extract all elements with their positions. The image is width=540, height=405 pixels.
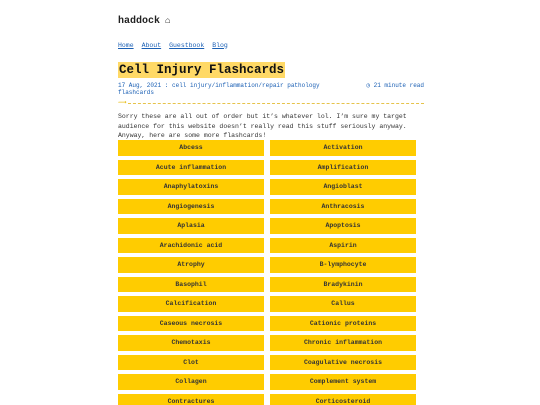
flashcard[interactable]: Chronic inflammation [270, 335, 416, 351]
post-intro: Sorry these are all out of order but it’s whatever lol. I’m sure my target audience for this website doesn’t really read this stuff seriously anyway. Anyway, here are some more flashcards! [118, 113, 407, 139]
nav-link-guestbook[interactable]: Guestbook [169, 41, 205, 49]
page-container [118, 14, 424, 141]
read-time: ◷ 21 minute read [366, 82, 424, 89]
flashcard[interactable]: Callus [270, 296, 416, 312]
flashcard[interactable]: Contractures [118, 394, 264, 405]
flashcard[interactable]: Amplification [270, 160, 416, 176]
nav-link-blog[interactable]: Blog [212, 41, 228, 49]
flashcard[interactable]: Activation [270, 140, 416, 156]
flashcard[interactable]: Caseous necrosis [118, 316, 264, 332]
flashcard[interactable]: Apoptosis [270, 218, 416, 234]
post-meta [118, 82, 424, 96]
flashcard[interactable]: Basophil [118, 277, 264, 293]
flashcard[interactable]: Acute inflammation [118, 160, 264, 176]
divider-line [128, 103, 424, 104]
flashcard[interactable]: Collagen [118, 374, 264, 390]
flashcard[interactable]: Angiogenesis [118, 199, 264, 215]
flashcard[interactable]: Angioblast [270, 179, 416, 195]
flashcard[interactable]: Anaphylatoxins [118, 179, 264, 195]
flashcard[interactable]: B-lymphocyte [270, 257, 416, 273]
flashcard[interactable]: Aplasia [118, 218, 264, 234]
post-divider [118, 100, 424, 106]
squiggle-icon: ⟿ [118, 99, 127, 106]
post-date-tags[interactable]: 17 Aug, 2021 : cell injury/inflammation/repair pathology flashcards [118, 82, 320, 96]
flashcard[interactable]: Coagulative necrosis [270, 355, 416, 371]
flashcard[interactable]: Chemotaxis [118, 335, 264, 351]
site-title[interactable]: haddock [118, 15, 161, 27]
flashcard[interactable]: Aspirin [270, 238, 416, 254]
flashcard[interactable]: Arachidonic acid [118, 238, 264, 254]
site-header [118, 14, 424, 28]
flashcard[interactable]: Corticosteroid [270, 394, 416, 405]
home-icon: ⌂ [165, 16, 171, 26]
flashcard[interactable]: Calcification [118, 296, 264, 312]
flashcard[interactable]: Complement system [270, 374, 416, 390]
main-nav [118, 40, 424, 50]
flashcard[interactable]: Atrophy [118, 257, 264, 273]
nav-link-about[interactable]: About [141, 41, 162, 49]
flashcard[interactable]: Anthracosis [270, 199, 416, 215]
flashcard-grid [118, 140, 418, 405]
flashcard[interactable]: Cationic proteins [270, 316, 416, 332]
post-title: Cell Injury Flashcards [119, 63, 285, 77]
flashcard[interactable]: Abcess [118, 140, 264, 156]
flashcard[interactable]: Bradykinin [270, 277, 416, 293]
nav-link-home[interactable]: Home [118, 41, 134, 49]
flashcard[interactable]: Clot [118, 355, 264, 371]
